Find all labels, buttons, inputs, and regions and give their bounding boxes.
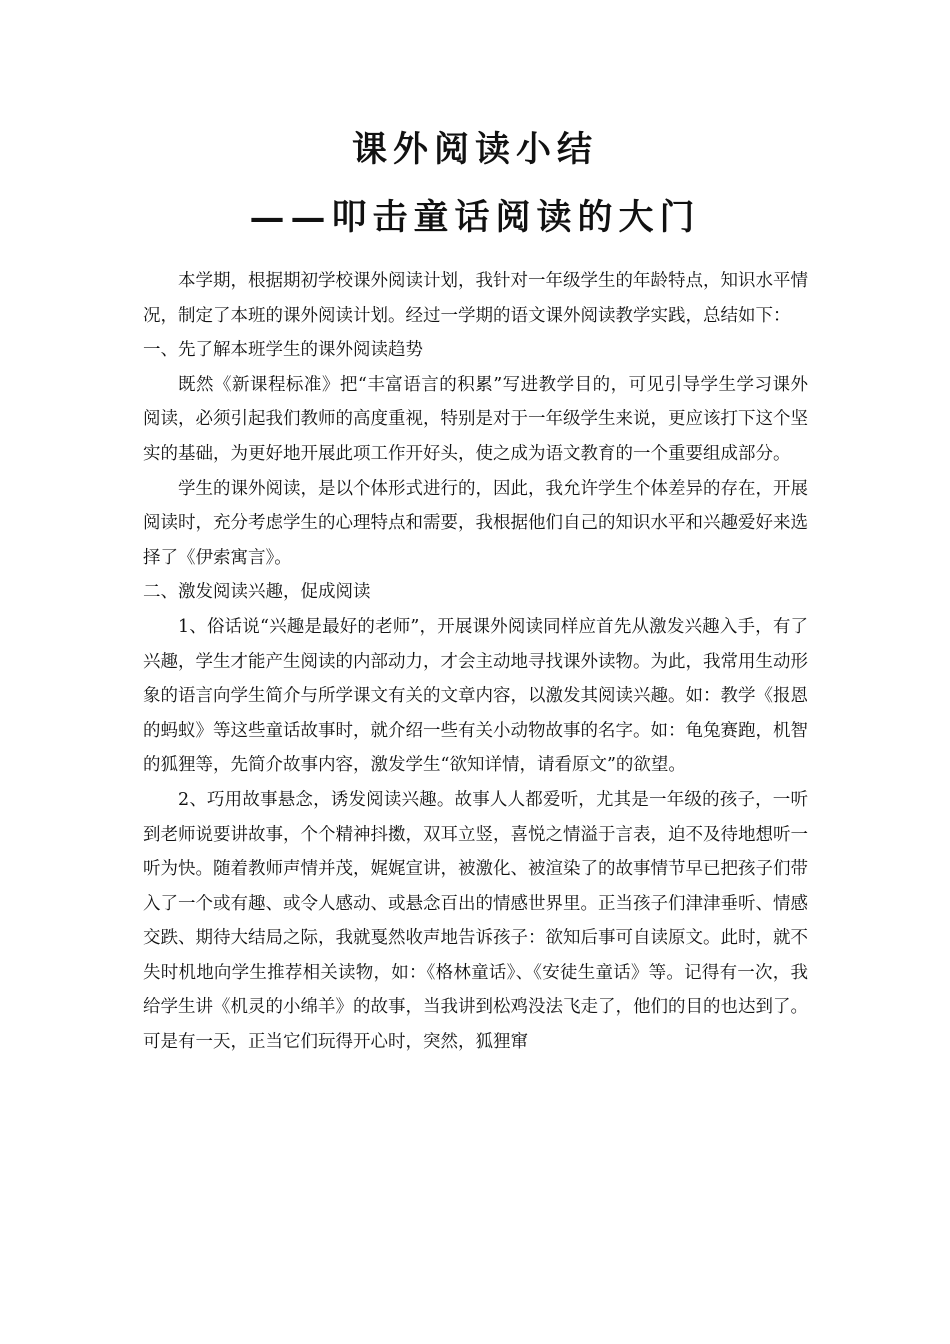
paragraph-intro: 本学期，根据期初学校课外阅读计划，我针对一年级学生的年龄特点，知识水平情况，制定了本班的课外阅读计划。经过一学期的语文课外阅读教学实践，总结如下： xyxy=(143,271,808,326)
section-heading-2: 二、激发阅读兴趣，促成阅读 xyxy=(143,582,371,603)
section-heading-1: 一、先了解本班学生的课外阅读趋势 xyxy=(143,340,423,361)
paragraph-1: 既然《新课程标准》把“丰富语言的积累”写进教学目的，可见引导学生学习课外阅读，必须引起我们教师的高度重视，特别是对于一年级学生来说，更应该打下这个坚实的基础，为更好地开展此项工作开好头，使之成为语文教育的一个重要组成部分。 xyxy=(143,374,808,464)
document-body xyxy=(143,264,808,1060)
document-subtitle: ——叩击童话阅读的大门 xyxy=(249,197,701,238)
paragraph-3: 1、俗话说“兴趣是最好的老师”，开展课外阅读同样应首先从激发兴趣入手，有了兴趣，学生才能产生阅读的内部动力，才会主动地寻找课外读物。为此，我常用生动形象的语言向学生简介与所学课文有关的文章内容，以激发其阅读兴趣。如：教学《报恩的蚂蚁》等这些童话故事时，就介绍一些有关小动物故事的名字。如：龟兔赛跑，机智的狐狸等，先简介故事内容，激发学生“欲知详情，请看原文”的欲望。 xyxy=(143,616,808,776)
document-title: 课外阅读小结 xyxy=(351,129,598,170)
paragraph-4: 2、巧用故事悬念，诱发阅读兴趣。故事人人都爱听，尤其是一年级的孩子，一听到老师说要讲故事，个个精神抖擞，双耳立竖，喜悦之情溢于言表，迫不及待地想听一听为快。随着教师声情并茂，娓娓宣讲，被激化、被渲染了的故事情节早已把孩子们带入了一个或有趣、或令人感动、或悬念百出的情感世界里。正当孩子们津津垂听、情感交跌、期待大结局之际，我就戛然收声地告诉孩子：欲知后事可自读原文。此时，就不失时机地向学生推荐相关读物，如：《格林童话》、《安徒生童话》等。记得有一次，我给学生讲《机灵的小绵羊》的故事，当我讲到松鸡没法飞走了，他们的目的也达到了。可是有一天，正当它们玩得开心时，突然，狐狸窜 xyxy=(143,789,808,1053)
paragraph-2: 学生的课外阅读，是以个体形式进行的，因此，我允许学生个体差异的存在，开展阅读时，充分考虑学生的心理特点和需要，我根据他们自己的知识水平和兴趣爱好来选择了《伊索寓言》。 xyxy=(143,478,808,568)
